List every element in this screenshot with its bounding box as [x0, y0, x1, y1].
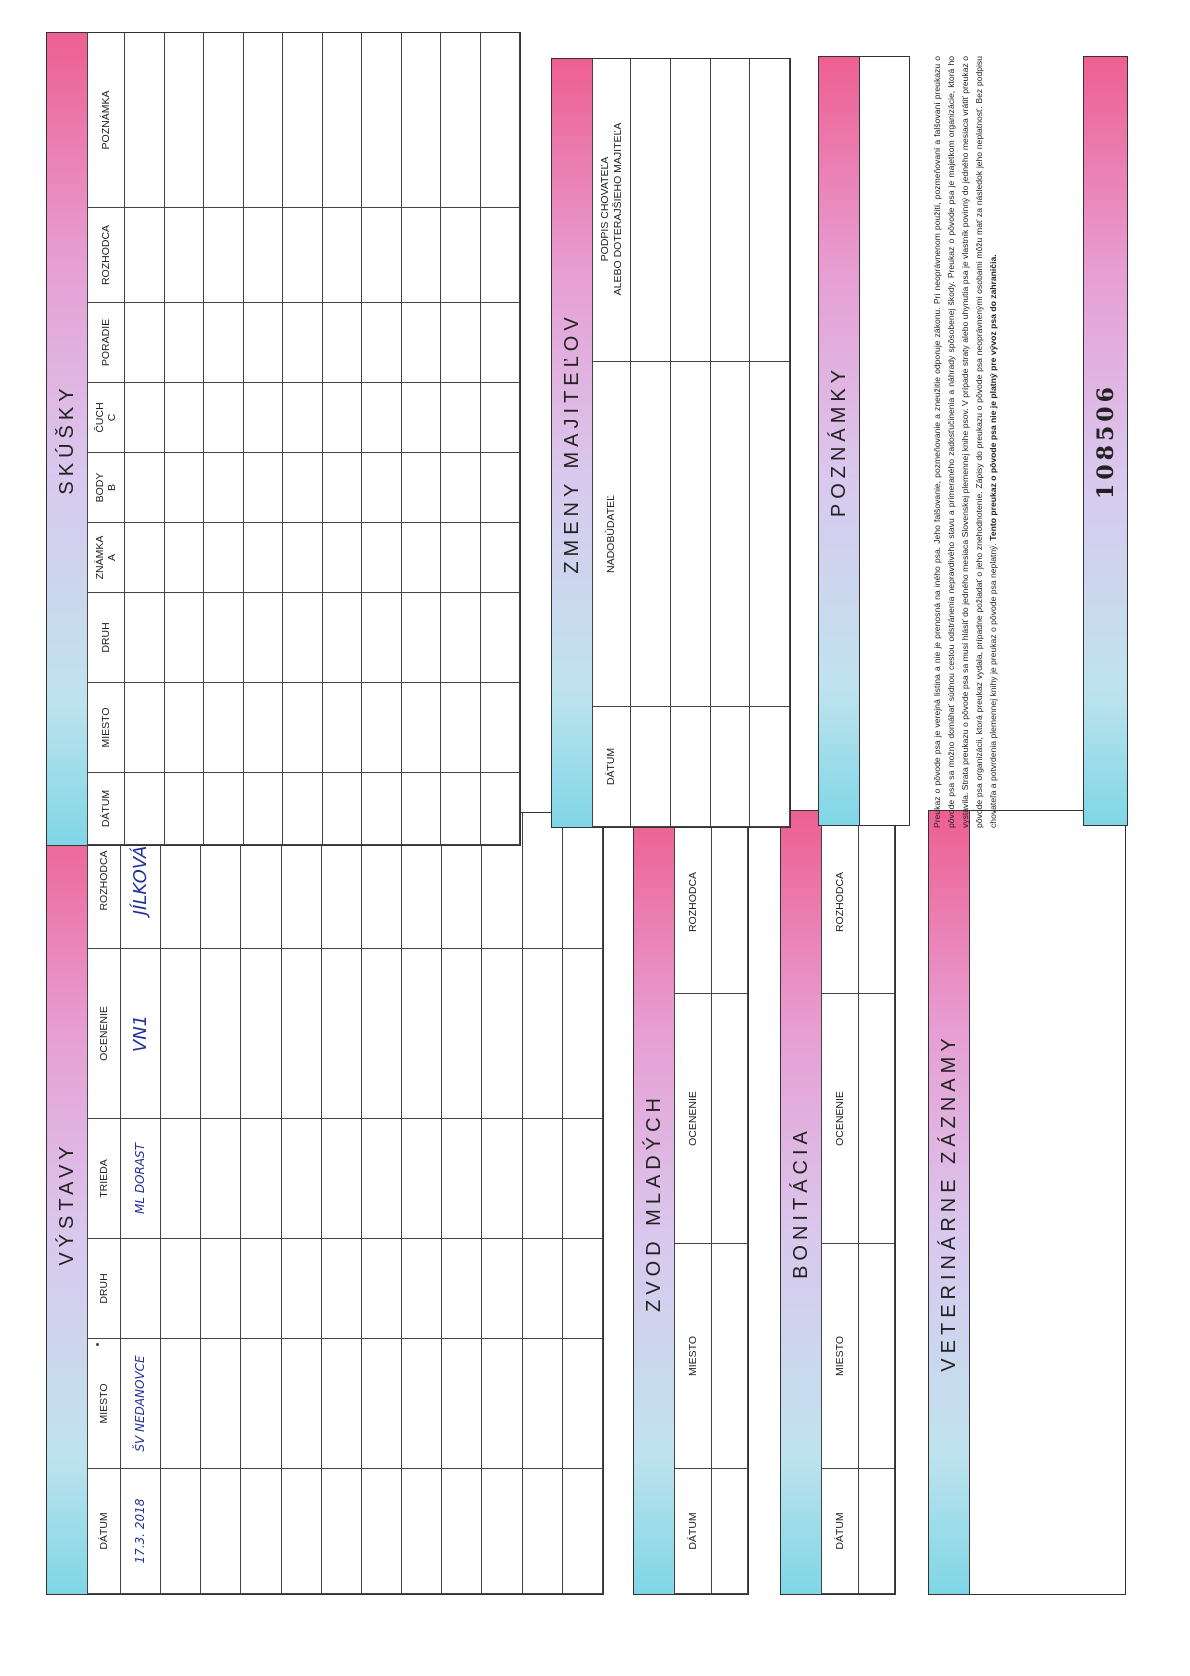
- zmeny-header-band: [552, 59, 593, 827]
- poznamky-title: POZNÁMKY: [827, 364, 850, 518]
- vystavy-header-band: [47, 813, 88, 1594]
- col-datum: DÁTUM: [88, 773, 125, 845]
- skusky-header-band: [47, 33, 88, 845]
- table-row: [442, 813, 482, 1594]
- serial-number-band: [1083, 56, 1128, 826]
- col-poznamka: POZNÁMKA: [88, 33, 125, 208]
- serial-number: 108506: [1092, 383, 1119, 499]
- col-datum: DÁTUM: [675, 1469, 712, 1594]
- table-row: [402, 813, 442, 1594]
- table-row: [859, 811, 895, 1594]
- vystavy-section: [46, 812, 604, 1595]
- table-row: [562, 813, 602, 1594]
- table-row: [712, 811, 748, 1594]
- pen-dot: [96, 1343, 99, 1346]
- vystavy-table: [87, 812, 603, 1594]
- skusky-section: [46, 32, 521, 846]
- table-row: [482, 813, 522, 1594]
- table-row: [164, 33, 204, 845]
- table-row: [281, 813, 321, 1594]
- vystavy-title: VÝSTAVY: [55, 1141, 78, 1266]
- col-rozhodca: ROZHODCA: [822, 811, 859, 994]
- bonitacia-header-band: [781, 811, 822, 1594]
- zvod-title: ZVOD MLADÝCH: [642, 1093, 665, 1312]
- table-row: [480, 33, 520, 845]
- table-row: [631, 58, 671, 827]
- bonitacia-title: BONITÁCIA: [789, 1126, 812, 1279]
- bonitacia-section: [780, 810, 896, 1595]
- handwritten-rozhodca: JÍLKOVÁ: [121, 813, 161, 949]
- table-row: [670, 58, 710, 827]
- col-ocenenie: OCENENIE: [88, 949, 121, 1119]
- col-druh: DRUH: [88, 593, 125, 683]
- col-miesto: MIESTO: [88, 683, 125, 773]
- table-row: [243, 33, 283, 845]
- handwritten-miesto: ŠV NEDANOVCE: [121, 1339, 161, 1469]
- table-row: [401, 33, 441, 845]
- col-znamka: ZNÁMKA A: [88, 523, 125, 593]
- legal-notice-bold: Tento preukaz o pôvode psa nie je platný pre vývoz psa do zahraničia.: [988, 254, 998, 541]
- col-cuch: ČUCH C: [88, 383, 125, 453]
- table-row: [710, 58, 750, 827]
- table-row: [522, 813, 562, 1594]
- col-nadobudatel: NADOBÚDATEĽ: [593, 362, 631, 707]
- table-row: [204, 33, 244, 845]
- col-ocenenie: OCENENIE: [675, 994, 712, 1244]
- zmeny-title: ZMENY MAJITEĽOV: [560, 312, 583, 574]
- col-rozhodca: ROZHODCA: [675, 811, 712, 994]
- poznamky-section: [818, 56, 910, 826]
- bonitacia-table: [821, 810, 895, 1594]
- table-row: [321, 813, 361, 1594]
- veterinarne-title: VETERINÁRNE ZÁZNAMY: [937, 1033, 960, 1372]
- skusky-title: SKÚŠKY: [55, 383, 78, 495]
- table-row: [283, 33, 323, 845]
- table-row: [362, 33, 402, 845]
- table-row: [161, 813, 201, 1594]
- handwritten-datum: 17.3. 2018: [121, 1469, 161, 1594]
- handwritten-trieda: ML DORAST: [121, 1119, 161, 1239]
- col-rozhodca: ROZHODCA: [88, 208, 125, 303]
- zvod-mladych-section: [633, 810, 749, 1595]
- col-body: BODY B: [88, 453, 125, 523]
- col-miesto: MIESTO: [822, 1244, 859, 1469]
- handwritten-ocenenie: VN1: [121, 949, 161, 1119]
- table-row: [750, 58, 790, 827]
- table-row: [322, 33, 362, 845]
- table-row: [201, 813, 241, 1594]
- col-trieda: TRIEDA: [88, 1119, 121, 1239]
- legal-notice: [930, 56, 1050, 828]
- table-row: [125, 33, 165, 845]
- col-datum: DÁTUM: [822, 1469, 859, 1594]
- table-row: [441, 33, 481, 845]
- col-druh: DRUH: [88, 1239, 121, 1339]
- skusky-table: [87, 32, 520, 845]
- vystavy-entry-row: [121, 813, 161, 1594]
- legal-notice-text: Preukaz o pôvode psa je verejná listina a nie je prenosná na iného psa. Jeho falšovanie, pozmeňovanie a zneužitie odporuje zákonu. Pri neoprávnenom použití, pozmeňovaní a falšovaní preukazu o pôvode psa sa možno domáhať súdnou cestou odstránenia nepravdivého stavu a primeraného zadosťučinenia a náhrady spôsobenej škody. Preukaz o pôvode psa je majetkom organizácie, ktorá ho vystavila. Strata preukazu o pôvode psa sa musí hlásiť do jedného mesiaca Slovenskej plemennej knihe psov. V prípade straty alebo uhynutia psa je vlastník povinný do jedného mesiaca vrátiť preukaz o pôvode psa organizácii, ktorá preukaz vydala, prípadne požiadať o jeho znehodnotenie. Zápisy do preukazu o pôvode psa neoprávnenými osobami môžu mať za následok jeho neplatnosť. Bez podpisu chovateľa a potvrdenia plemennej knihy je preukaz o pôvode psa neplatný.: [932, 56, 998, 828]
- zmeny-majitelov-section: [551, 58, 791, 828]
- zvod-table: [674, 810, 748, 1594]
- skusky-header-row: [88, 33, 125, 845]
- col-miesto: MIESTO: [88, 1339, 121, 1469]
- table-row: [241, 813, 281, 1594]
- col-podpis: PODPIS CHOVATEĽA ALEBO DOTERAJŠIEHO MAJITEĽA: [593, 58, 631, 362]
- table-row: [361, 813, 401, 1594]
- zvod-header-row: [675, 811, 712, 1594]
- table-cell: [121, 1239, 161, 1339]
- zvod-header-band: [634, 811, 675, 1594]
- poznamky-header-band: [819, 57, 860, 825]
- zmeny-header-row: [593, 58, 631, 827]
- col-datum: DÁTUM: [88, 1469, 121, 1594]
- zmeny-table: [592, 58, 790, 827]
- col-poradie: PORADIE: [88, 303, 125, 383]
- veterinarne-header-band: [929, 811, 970, 1594]
- col-datum: DÁTUM: [593, 707, 631, 827]
- bonitacia-header-row: [822, 811, 859, 1594]
- col-miesto: MIESTO: [675, 1244, 712, 1469]
- col-rozhodca: ROZHODCA: [88, 813, 121, 949]
- veterinarne-section: [928, 810, 1126, 1595]
- vystavy-header-row: [88, 813, 121, 1594]
- col-ocenenie: OCENENIE: [822, 994, 859, 1244]
